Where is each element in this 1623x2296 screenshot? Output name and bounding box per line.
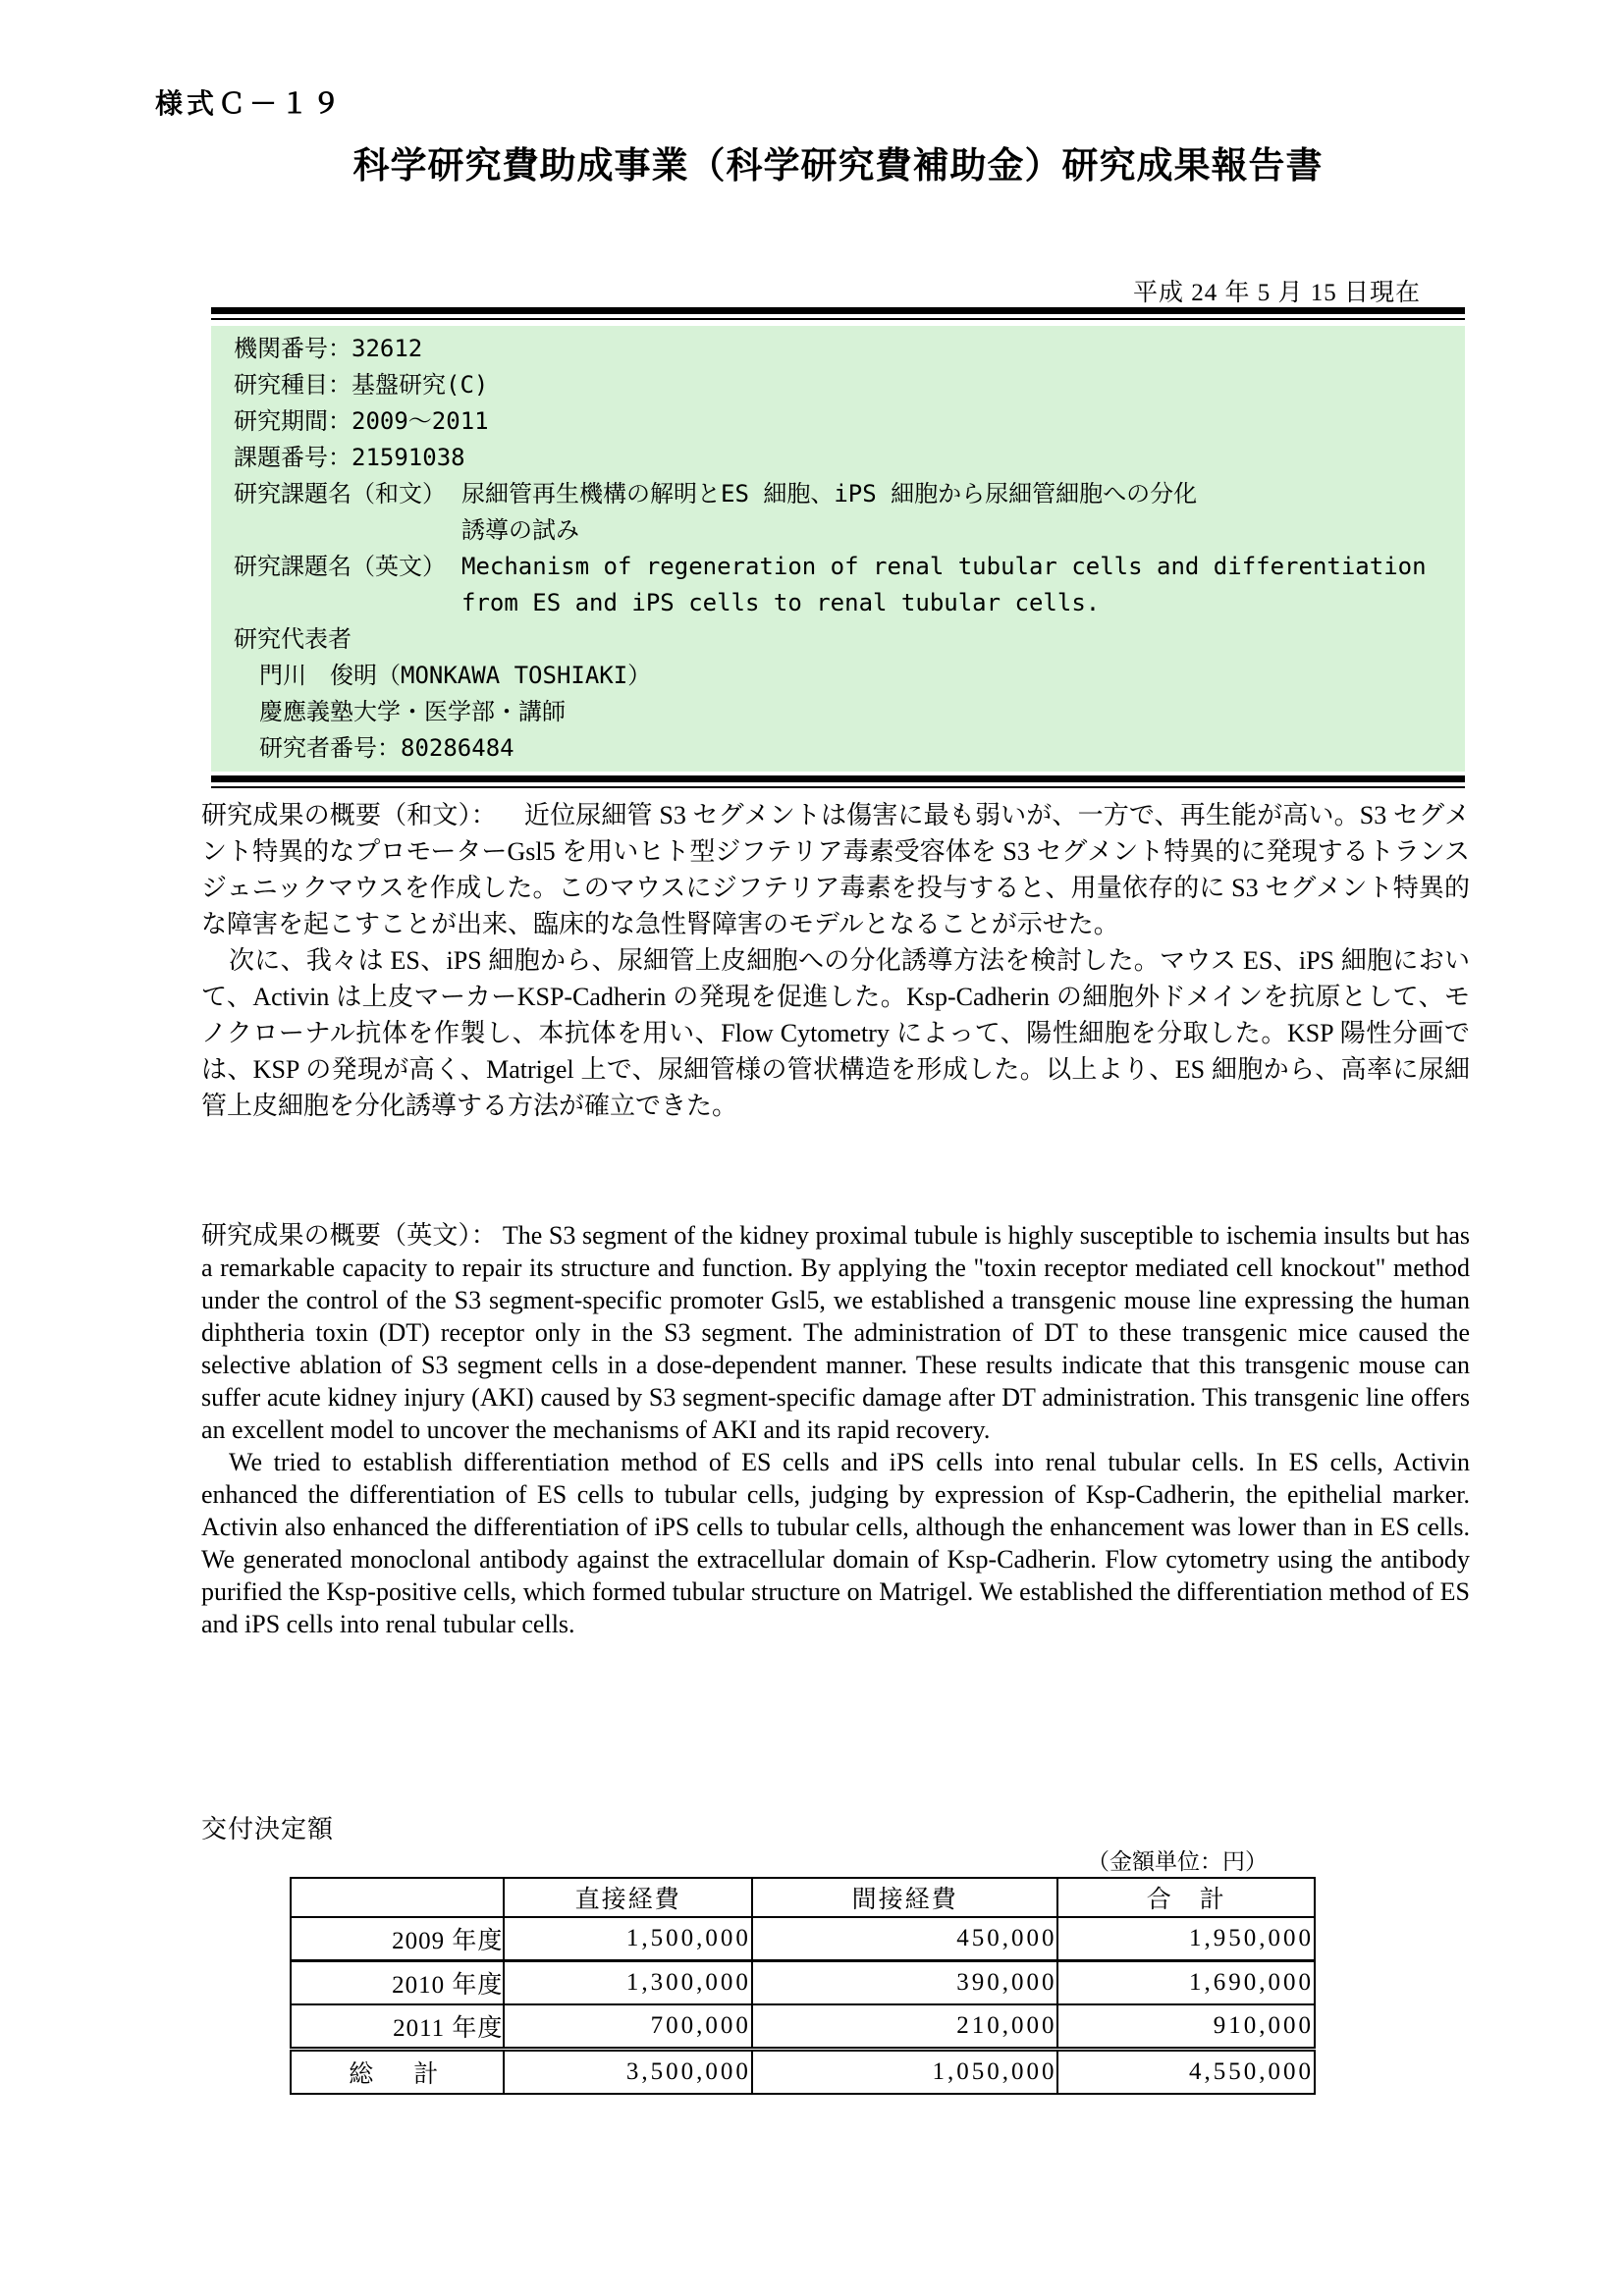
project-info-box (211, 326, 1465, 772)
funding-table (290, 1877, 1316, 2095)
research-period-label: 研究期間： (234, 407, 352, 435)
researcher-number-value: 80286484 (401, 734, 514, 762)
divider-abstract-rule (211, 775, 1465, 788)
project-number-label: 課題番号： (234, 444, 352, 471)
funding-row-2010-total: 1,690,000 (1057, 1961, 1315, 2005)
funding-col-direct: 直接経費 (504, 1878, 751, 1917)
project-title-ja-label: 研究課題名（和文） (234, 480, 446, 507)
abstract-english-label: 研究成果の概要（英文）： (201, 1221, 497, 1250)
funding-row-total-direct: 3,500,000 (504, 2050, 751, 2095)
funding-row-2011-indirect: 210,000 (752, 2004, 1058, 2050)
funding-row-total-label: 総 計 (291, 2050, 504, 2095)
project-number-value: 21591038 (352, 444, 465, 471)
research-category-row (234, 367, 1465, 403)
research-period-row (234, 403, 1465, 440)
abstract-english-para2: We tried to establish differentiation method of ES cells and iPS cells into renal tubular cells. In ES cells, Activin enhanced the differentiation of ES cells to tubular cells, judging by expression of Ksp-Cadherin, the epithelial marker. Activin also enhanced the differentiation of iPS cells to tubular cells, although the enhancement was lower than in ES cells. We generated monoclonal antibody against the extracellular domain of Ksp-Cadherin. Flow cytometry using the antibody purified the Ksp-positive cells, which formed tubular structure on Matrigel. We established the differentiation method of ES and iPS cells into renal tubular cells. (201, 1448, 1470, 1638)
institution-number-label: 機関番号： (234, 335, 352, 362)
funding-row-total-indirect: 1,050,000 (752, 2050, 1058, 2095)
funding-section-heading: 交付決定額 (201, 1815, 335, 1843)
funding-col-year (291, 1878, 504, 1917)
project-title-en-line2: from ES and iPS cells to renal tubular cells. (461, 589, 1101, 616)
institution-number-value: 32612 (352, 335, 423, 362)
funding-row-2009 (291, 1917, 1315, 1961)
funding-row-2011-direct: 700,000 (504, 2004, 751, 2050)
document-title: 科学研究費助成事業（科学研究費補助金）研究成果報告書 (352, 145, 1324, 186)
funding-row-2010-indirect: 390,000 (752, 1961, 1058, 2005)
research-category-label: 研究種目： (234, 371, 352, 399)
principal-investigator-name: 門川 俊明（MONKAWA TOSHIAKI） (259, 662, 652, 689)
funding-col-indirect: 間接経費 (752, 1878, 1058, 1917)
funding-row-2009-direct: 1,500,000 (504, 1917, 751, 1961)
research-category-value: 基盤研究(C) (352, 371, 489, 399)
project-title-en-label: 研究課題名（英文） (234, 553, 446, 580)
funding-row-2009-year: 2009 年度 (291, 1917, 504, 1961)
researcher-number-label: 研究者番号： (259, 734, 401, 762)
funding-row-2011-year: 2011 年度 (291, 2004, 504, 2050)
abstract-japanese (201, 797, 1470, 1124)
funding-col-total: 合 計 (1057, 1878, 1315, 1917)
funding-row-2010-year: 2010 年度 (291, 1961, 504, 2005)
abstract-english (201, 1219, 1470, 1640)
project-title-en-line1: Mechanism of regeneration of renal tubular cells and differentiation (461, 553, 1427, 580)
funding-row-2011 (291, 2004, 1315, 2050)
abstract-japanese-label: 研究成果の概要（和文）： (201, 801, 497, 829)
funding-row-2009-total: 1,950,000 (1057, 1917, 1315, 1961)
funding-row-total-total: 4,550,000 (1057, 2050, 1315, 2095)
date-note: 平成 24 年 5 月 15 日現在 (1132, 280, 1421, 306)
funding-row-2010 (291, 1961, 1315, 2005)
principal-investigator-label: 研究代表者 (234, 625, 352, 653)
abstract-japanese-para2: 次に、我々は ES、iPS 細胞から、尿細管上皮細胞への分化誘導方法を検討した。マウス ES、iPS 細胞において、Activin は上皮マーカーKSP-Cadherin の発現を促進した。Ksp-Cadherin の細胞外ドメインを抗原として、モノクローナル抗体を作製し、本抗体を用い、Flow Cytometry によって、陽性細胞を分取した。KSP 陽性分画では、KSP の発現が高く、Matrigel 上で、尿細管様の管状構造を形成した。以上より、ES 細胞から、高率に尿細管上皮細胞を分化誘導する方法が確立できた。 (201, 946, 1470, 1120)
abstract-english-lead: The S3 segment of the kidney proximal tubule is highly susceptible to ischemia insults but has a remarkable capacity to repair its structure and function. By applying the "toxin receptor mediated cell knockout" method under the control of the S3 segment-specific promoter Gsl5, we established a transgenic mouse line expressing the human diphtheria toxin (DT) receptor only in the S3 segment. The administration of DT to these transgenic mice caused the selective ablation of S3 segment cells in a dose-dependent manner. These results indicate that this transgenic mouse can suffer acute kidney injury (AKI) caused by S3 segment-specific damage after DT administration. This transgenic line offers an excellent model to uncover the mechanisms of AKI and its rapid recovery. (201, 1221, 1470, 1444)
principal-investigator-affiliation: 慶應義塾大学・医学部・講師 (259, 698, 566, 725)
abstract-japanese-para1 (201, 797, 1470, 942)
institution-number-row (234, 331, 1465, 367)
project-title-ja-row (234, 476, 1465, 512)
funding-row-2011-total: 910,000 (1057, 2004, 1315, 2050)
currency-unit-note: （金額単位：円） (1087, 1849, 1268, 1874)
form-code: 様式Ｃ－１９ (155, 88, 345, 119)
funding-row-2009-indirect: 450,000 (752, 1917, 1058, 1961)
project-title-ja-line2: 誘導の試み (461, 516, 579, 544)
funding-row-2010-direct: 1,300,000 (504, 1961, 751, 2005)
project-title-ja-line1: 尿細管再生機構の解明とES 細胞、iPS 細胞から尿細管細胞への分化 (461, 480, 1198, 507)
abstract-japanese-lead: 近位尿細管 S3 セグメントは傷害に最も弱いが、一方で、再生能が高い。S3 セグメント特異的なプロモーターGsl5 を用いヒト型ジフテリア毒素受容体を S3 セグメント特異的に発現するトランスジェニックマウスを作成した。このマウスにジフテリア毒素を投与すると、用量依存的に S3 セグメント特異的な障害を起こすことが出来、臨床的な急性腎障害のモデルとなることが示せた。 (201, 801, 1470, 938)
divider-top-rule (211, 307, 1465, 320)
abstract-english-para1 (201, 1219, 1470, 1446)
project-number-row (234, 440, 1465, 476)
funding-table-header-row (291, 1878, 1315, 1917)
researcher-number-row (234, 730, 1465, 767)
funding-row-grand-total (291, 2050, 1315, 2095)
project-title-en-row (234, 549, 1465, 585)
research-period-value: 2009～2011 (352, 407, 489, 435)
